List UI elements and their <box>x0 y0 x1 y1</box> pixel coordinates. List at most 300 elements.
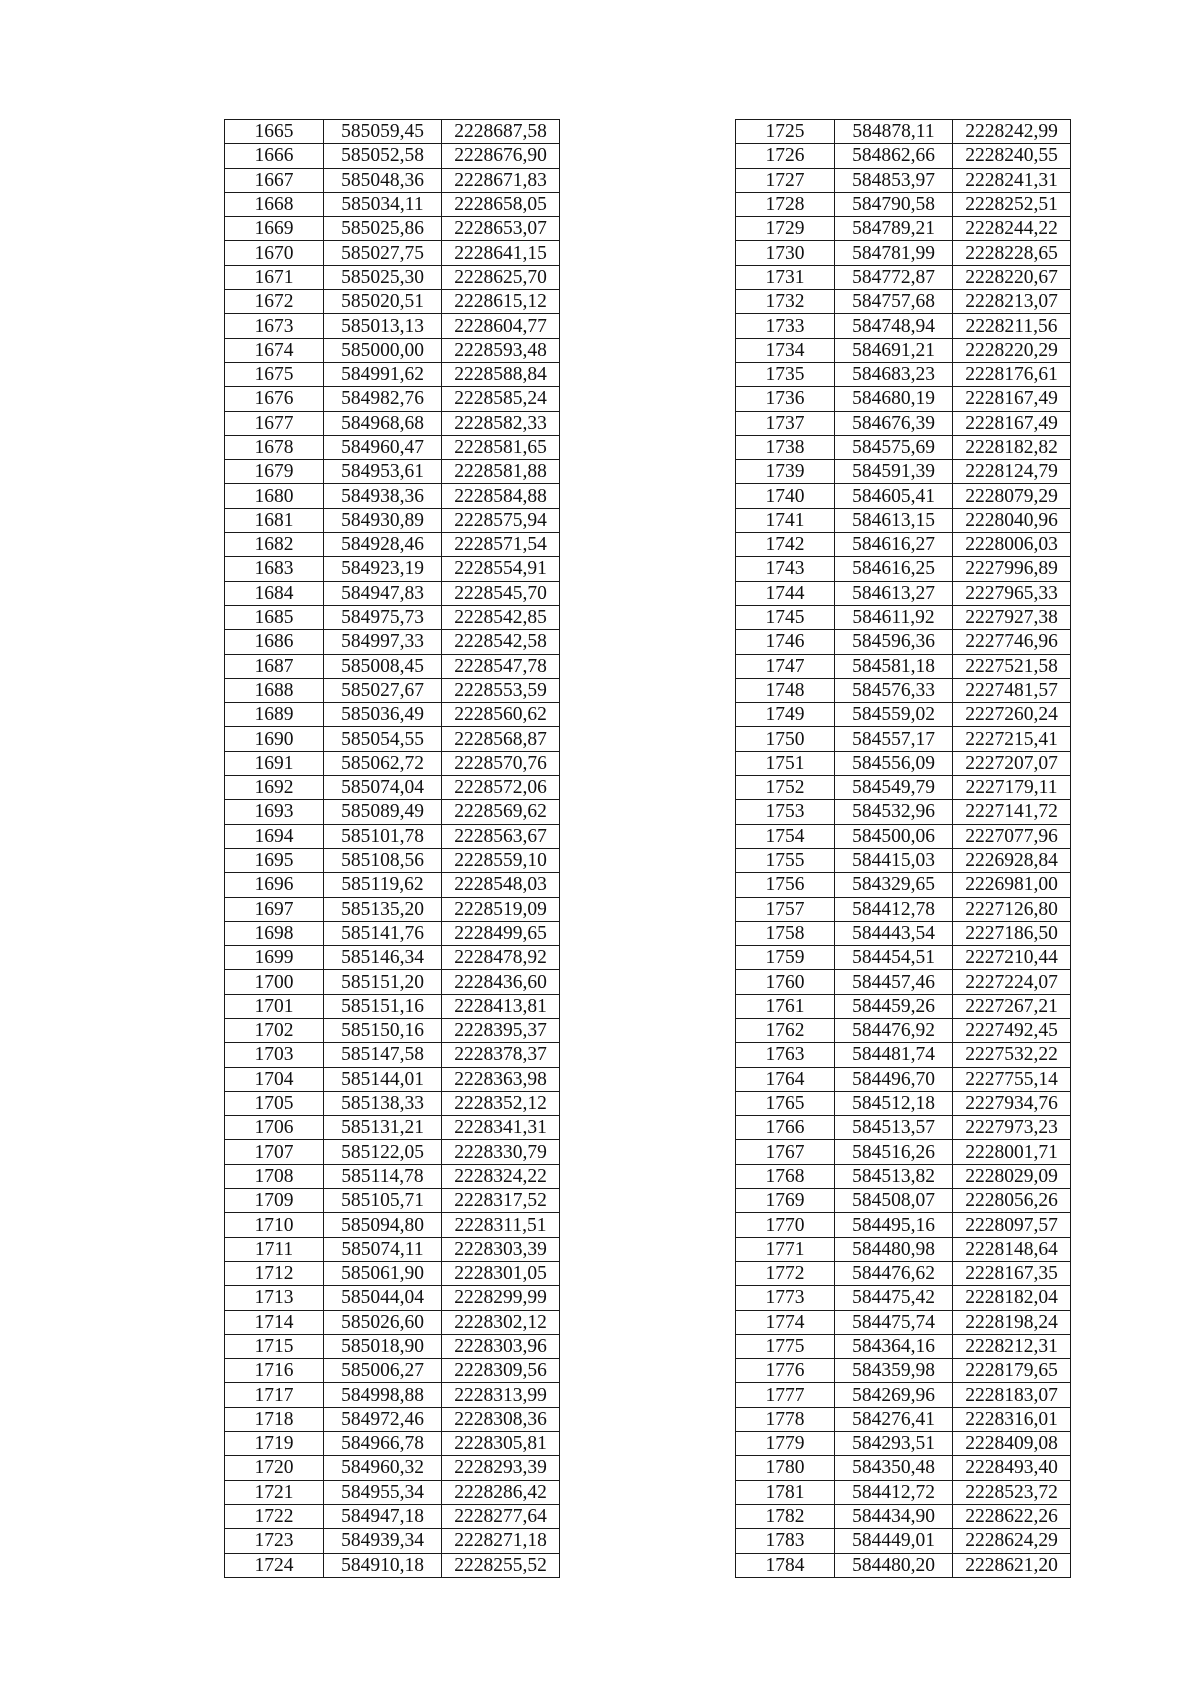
y-coordinate-cell: 2228311,51 <box>442 1213 560 1237</box>
y-coordinate-cell: 2228559,10 <box>442 848 560 872</box>
point-number-cell: 1745 <box>736 605 835 629</box>
x-coordinate-cell: 585036,49 <box>324 703 442 727</box>
x-coordinate-cell: 584476,92 <box>835 1018 953 1042</box>
y-coordinate-cell: 2228182,82 <box>953 435 1071 459</box>
y-coordinate-cell: 2228542,85 <box>442 605 560 629</box>
x-coordinate-cell: 585151,20 <box>324 970 442 994</box>
point-number-cell: 1773 <box>736 1286 835 1310</box>
x-coordinate-cell: 585059,45 <box>324 120 442 144</box>
point-number-cell: 1736 <box>736 387 835 411</box>
x-coordinate-cell: 584968,68 <box>324 411 442 435</box>
point-number-cell: 1720 <box>225 1456 324 1480</box>
table-row <box>225 1529 560 1553</box>
table-row <box>225 435 560 459</box>
table-row <box>736 1529 1071 1553</box>
table-row <box>736 1116 1071 1140</box>
table-row <box>736 970 1071 994</box>
x-coordinate-cell: 584475,74 <box>835 1310 953 1334</box>
point-number-cell: 1699 <box>225 946 324 970</box>
x-coordinate-cell: 585131,21 <box>324 1116 442 1140</box>
table-row <box>736 1043 1071 1067</box>
x-coordinate-cell: 584613,15 <box>835 508 953 532</box>
y-coordinate-cell: 2228211,56 <box>953 314 1071 338</box>
x-coordinate-cell: 584475,42 <box>835 1286 953 1310</box>
point-number-cell: 1684 <box>225 581 324 605</box>
point-number-cell: 1723 <box>225 1529 324 1553</box>
y-coordinate-cell: 2228006,03 <box>953 533 1071 557</box>
table-row <box>736 1164 1071 1188</box>
point-number-cell: 1734 <box>736 338 835 362</box>
point-number-cell: 1690 <box>225 727 324 751</box>
point-number-cell: 1740 <box>736 484 835 508</box>
point-number-cell: 1784 <box>736 1553 835 1577</box>
x-coordinate-cell: 584611,92 <box>835 605 953 629</box>
y-coordinate-cell: 2228301,05 <box>442 1261 560 1285</box>
x-coordinate-cell: 585108,56 <box>324 848 442 872</box>
x-coordinate-cell: 584549,79 <box>835 776 953 800</box>
table-row <box>225 338 560 362</box>
y-coordinate-cell: 2228213,07 <box>953 290 1071 314</box>
point-number-cell: 1752 <box>736 776 835 800</box>
y-coordinate-cell: 2228478,92 <box>442 946 560 970</box>
y-coordinate-cell: 2228240,55 <box>953 144 1071 168</box>
table-row <box>736 1018 1071 1042</box>
table-row <box>225 508 560 532</box>
table-row <box>225 946 560 970</box>
table-row <box>736 678 1071 702</box>
y-coordinate-cell: 2227210,44 <box>953 946 1071 970</box>
x-coordinate-cell: 584955,34 <box>324 1480 442 1504</box>
table-row <box>225 751 560 775</box>
table-row <box>736 727 1071 751</box>
point-number-cell: 1686 <box>225 630 324 654</box>
x-coordinate-cell: 585147,58 <box>324 1043 442 1067</box>
y-coordinate-cell: 2227973,23 <box>953 1116 1071 1140</box>
y-coordinate-cell: 2228271,18 <box>442 1529 560 1553</box>
table-row <box>225 921 560 945</box>
point-number-cell: 1680 <box>225 484 324 508</box>
point-number-cell: 1751 <box>736 751 835 775</box>
y-coordinate-cell: 2226981,00 <box>953 873 1071 897</box>
table-row <box>736 1504 1071 1528</box>
y-coordinate-cell: 2228252,51 <box>953 192 1071 216</box>
point-number-cell: 1673 <box>225 314 324 338</box>
x-coordinate-cell: 584412,78 <box>835 897 953 921</box>
x-coordinate-cell: 584557,17 <box>835 727 953 751</box>
table-row <box>225 290 560 314</box>
y-coordinate-cell: 2228413,81 <box>442 994 560 1018</box>
y-coordinate-cell: 2227224,07 <box>953 970 1071 994</box>
table-row <box>736 557 1071 581</box>
y-coordinate-cell: 2228303,96 <box>442 1334 560 1358</box>
coordinate-table-right <box>735 119 1071 1578</box>
x-coordinate-cell: 584293,51 <box>835 1432 953 1456</box>
point-number-cell: 1705 <box>225 1091 324 1115</box>
x-coordinate-cell: 585135,20 <box>324 897 442 921</box>
x-coordinate-cell: 584576,33 <box>835 678 953 702</box>
y-coordinate-cell: 2228179,65 <box>953 1359 1071 1383</box>
table-row <box>225 581 560 605</box>
y-coordinate-cell: 2228176,61 <box>953 362 1071 386</box>
table-row <box>736 484 1071 508</box>
y-coordinate-cell: 2228572,06 <box>442 776 560 800</box>
x-coordinate-cell: 585027,67 <box>324 678 442 702</box>
table-row <box>736 508 1071 532</box>
table-row <box>736 265 1071 289</box>
table-row <box>736 387 1071 411</box>
point-number-cell: 1682 <box>225 533 324 557</box>
y-coordinate-cell: 2228624,29 <box>953 1529 1071 1553</box>
x-coordinate-cell: 584500,06 <box>835 824 953 848</box>
y-coordinate-cell: 2228582,33 <box>442 411 560 435</box>
x-coordinate-cell: 585054,55 <box>324 727 442 751</box>
table-row <box>225 1432 560 1456</box>
x-coordinate-cell: 585044,04 <box>324 1286 442 1310</box>
table-row <box>225 120 560 144</box>
y-coordinate-cell: 2228604,77 <box>442 314 560 338</box>
y-coordinate-cell: 2227207,07 <box>953 751 1071 775</box>
y-coordinate-cell: 2228313,99 <box>442 1383 560 1407</box>
table-row <box>225 970 560 994</box>
x-coordinate-cell: 585048,36 <box>324 168 442 192</box>
point-number-cell: 1689 <box>225 703 324 727</box>
x-coordinate-cell: 584982,76 <box>324 387 442 411</box>
table-row <box>736 192 1071 216</box>
x-coordinate-cell: 584960,47 <box>324 435 442 459</box>
x-coordinate-cell: 584997,33 <box>324 630 442 654</box>
y-coordinate-cell: 2227186,50 <box>953 921 1071 945</box>
point-number-cell: 1760 <box>736 970 835 994</box>
x-coordinate-cell: 584596,36 <box>835 630 953 654</box>
y-coordinate-cell: 2228569,62 <box>442 800 560 824</box>
table-row <box>736 897 1071 921</box>
y-coordinate-cell: 2228593,48 <box>442 338 560 362</box>
point-number-cell: 1746 <box>736 630 835 654</box>
point-number-cell: 1688 <box>225 678 324 702</box>
y-coordinate-cell: 2228581,65 <box>442 435 560 459</box>
y-coordinate-cell: 2228148,64 <box>953 1237 1071 1261</box>
coordinate-table-left <box>224 119 560 1578</box>
x-coordinate-cell: 585089,49 <box>324 800 442 824</box>
table-row <box>225 800 560 824</box>
x-coordinate-cell: 584605,41 <box>835 484 953 508</box>
table-row <box>736 630 1071 654</box>
point-number-cell: 1771 <box>736 1237 835 1261</box>
y-coordinate-cell: 2228220,67 <box>953 265 1071 289</box>
x-coordinate-cell: 584683,23 <box>835 362 953 386</box>
y-coordinate-cell: 2228545,70 <box>442 581 560 605</box>
point-number-cell: 1728 <box>736 192 835 216</box>
x-coordinate-cell: 585008,45 <box>324 654 442 678</box>
table-row <box>225 1140 560 1164</box>
point-number-cell: 1743 <box>736 557 835 581</box>
x-coordinate-cell: 584781,99 <box>835 241 953 265</box>
y-coordinate-cell: 2228687,58 <box>442 120 560 144</box>
table-row <box>736 1286 1071 1310</box>
table-row <box>225 1237 560 1261</box>
x-coordinate-cell: 584966,78 <box>324 1432 442 1456</box>
y-coordinate-cell: 2227260,24 <box>953 703 1071 727</box>
table-row <box>736 800 1071 824</box>
table-row <box>736 654 1071 678</box>
y-coordinate-cell: 2228029,09 <box>953 1164 1071 1188</box>
point-number-cell: 1727 <box>736 168 835 192</box>
y-coordinate-cell: 2228658,05 <box>442 192 560 216</box>
y-coordinate-cell: 2228622,26 <box>953 1504 1071 1528</box>
table-row <box>225 1383 560 1407</box>
point-number-cell: 1693 <box>225 800 324 824</box>
y-coordinate-cell: 2227934,76 <box>953 1091 1071 1115</box>
y-coordinate-cell: 2228621,20 <box>953 1553 1071 1577</box>
point-number-cell: 1714 <box>225 1310 324 1334</box>
x-coordinate-cell: 585151,16 <box>324 994 442 1018</box>
point-number-cell: 1704 <box>225 1067 324 1091</box>
y-coordinate-cell: 2228653,07 <box>442 217 560 241</box>
y-coordinate-cell: 2228563,67 <box>442 824 560 848</box>
x-coordinate-cell: 584449,01 <box>835 1529 953 1553</box>
x-coordinate-cell: 585027,75 <box>324 241 442 265</box>
x-coordinate-cell: 584364,16 <box>835 1334 953 1358</box>
table-row <box>225 265 560 289</box>
table-row <box>225 678 560 702</box>
x-coordinate-cell: 584939,34 <box>324 1529 442 1553</box>
table-row <box>225 1480 560 1504</box>
x-coordinate-cell: 584513,82 <box>835 1164 953 1188</box>
table-row <box>736 1480 1071 1504</box>
table-row <box>736 1383 1071 1407</box>
point-number-cell: 1687 <box>225 654 324 678</box>
y-coordinate-cell: 2228167,49 <box>953 387 1071 411</box>
x-coordinate-cell: 584496,70 <box>835 1067 953 1091</box>
y-coordinate-cell: 2228277,64 <box>442 1504 560 1528</box>
table-row <box>225 1067 560 1091</box>
table-row <box>225 484 560 508</box>
y-coordinate-cell: 2228493,40 <box>953 1456 1071 1480</box>
x-coordinate-cell: 585122,05 <box>324 1140 442 1164</box>
x-coordinate-cell: 585114,78 <box>324 1164 442 1188</box>
point-number-cell: 1718 <box>225 1407 324 1431</box>
x-coordinate-cell: 584269,96 <box>835 1383 953 1407</box>
x-coordinate-cell: 584613,27 <box>835 581 953 605</box>
x-coordinate-cell: 585061,90 <box>324 1261 442 1285</box>
y-coordinate-cell: 2228542,58 <box>442 630 560 654</box>
y-coordinate-cell: 2228303,39 <box>442 1237 560 1261</box>
table-row <box>225 824 560 848</box>
table-row <box>736 1237 1071 1261</box>
x-coordinate-cell: 584581,18 <box>835 654 953 678</box>
point-number-cell: 1783 <box>736 1529 835 1553</box>
table-row <box>225 654 560 678</box>
point-number-cell: 1747 <box>736 654 835 678</box>
x-coordinate-cell: 584457,46 <box>835 970 953 994</box>
x-coordinate-cell: 584459,26 <box>835 994 953 1018</box>
table-row <box>736 144 1071 168</box>
x-coordinate-cell: 585020,51 <box>324 290 442 314</box>
y-coordinate-cell: 2228560,62 <box>442 703 560 727</box>
x-coordinate-cell: 584938,36 <box>324 484 442 508</box>
y-coordinate-cell: 2228241,31 <box>953 168 1071 192</box>
table-row <box>225 1189 560 1213</box>
y-coordinate-cell: 2228519,09 <box>442 897 560 921</box>
table-row <box>225 460 560 484</box>
x-coordinate-cell: 584443,54 <box>835 921 953 945</box>
table-row <box>736 824 1071 848</box>
x-coordinate-cell: 585150,16 <box>324 1018 442 1042</box>
x-coordinate-cell: 585026,60 <box>324 1310 442 1334</box>
y-coordinate-cell: 2228255,52 <box>442 1553 560 1577</box>
y-coordinate-cell: 2228056,26 <box>953 1189 1071 1213</box>
table-row <box>225 557 560 581</box>
y-coordinate-cell: 2228571,54 <box>442 533 560 557</box>
table-row <box>225 776 560 800</box>
y-coordinate-cell: 2228523,72 <box>953 1480 1071 1504</box>
point-number-cell: 1677 <box>225 411 324 435</box>
table-row <box>225 1286 560 1310</box>
y-coordinate-cell: 2228299,99 <box>442 1286 560 1310</box>
x-coordinate-cell: 585025,86 <box>324 217 442 241</box>
point-number-cell: 1767 <box>736 1140 835 1164</box>
point-number-cell: 1750 <box>736 727 835 751</box>
y-coordinate-cell: 2228244,22 <box>953 217 1071 241</box>
table-row <box>736 1067 1071 1091</box>
x-coordinate-cell: 584862,66 <box>835 144 953 168</box>
table-row <box>736 362 1071 386</box>
point-number-cell: 1730 <box>736 241 835 265</box>
point-number-cell: 1721 <box>225 1480 324 1504</box>
point-number-cell: 1694 <box>225 824 324 848</box>
x-coordinate-cell: 584532,96 <box>835 800 953 824</box>
x-coordinate-cell: 584591,39 <box>835 460 953 484</box>
point-number-cell: 1739 <box>736 460 835 484</box>
table-row <box>225 411 560 435</box>
y-coordinate-cell: 2228554,91 <box>442 557 560 581</box>
table-row <box>225 848 560 872</box>
y-coordinate-cell: 2228395,37 <box>442 1018 560 1042</box>
table-row <box>736 921 1071 945</box>
point-number-cell: 1776 <box>736 1359 835 1383</box>
point-number-cell: 1733 <box>736 314 835 338</box>
x-coordinate-cell: 585138,33 <box>324 1091 442 1115</box>
y-coordinate-cell: 2227521,58 <box>953 654 1071 678</box>
table-row <box>225 994 560 1018</box>
x-coordinate-cell: 585013,13 <box>324 314 442 338</box>
table-row <box>225 217 560 241</box>
table-row <box>736 1140 1071 1164</box>
y-coordinate-cell: 2228167,35 <box>953 1261 1071 1285</box>
point-number-cell: 1683 <box>225 557 324 581</box>
table-row <box>736 1310 1071 1334</box>
x-coordinate-cell: 584276,41 <box>835 1407 953 1431</box>
point-number-cell: 1742 <box>736 533 835 557</box>
table-row <box>736 1456 1071 1480</box>
x-coordinate-cell: 584516,26 <box>835 1140 953 1164</box>
x-coordinate-cell: 584853,97 <box>835 168 953 192</box>
point-number-cell: 1765 <box>736 1091 835 1115</box>
x-coordinate-cell: 584998,88 <box>324 1383 442 1407</box>
x-coordinate-cell: 584878,11 <box>835 120 953 144</box>
x-coordinate-cell: 584508,07 <box>835 1189 953 1213</box>
x-coordinate-cell: 585018,90 <box>324 1334 442 1358</box>
point-number-cell: 1674 <box>225 338 324 362</box>
point-number-cell: 1763 <box>736 1043 835 1067</box>
y-coordinate-cell: 2228615,12 <box>442 290 560 314</box>
x-coordinate-cell: 585074,11 <box>324 1237 442 1261</box>
y-coordinate-cell: 2228499,65 <box>442 921 560 945</box>
y-coordinate-cell: 2228378,37 <box>442 1043 560 1067</box>
y-coordinate-cell: 2228124,79 <box>953 460 1071 484</box>
table-row <box>225 241 560 265</box>
y-coordinate-cell: 2228671,83 <box>442 168 560 192</box>
x-coordinate-cell: 584790,58 <box>835 192 953 216</box>
table-row <box>736 435 1071 459</box>
point-number-cell: 1774 <box>736 1310 835 1334</box>
point-number-cell: 1672 <box>225 290 324 314</box>
point-number-cell: 1762 <box>736 1018 835 1042</box>
point-number-cell: 1671 <box>225 265 324 289</box>
point-number-cell: 1741 <box>736 508 835 532</box>
point-number-cell: 1726 <box>736 144 835 168</box>
table-row <box>736 533 1071 557</box>
y-coordinate-cell: 2228302,12 <box>442 1310 560 1334</box>
x-coordinate-cell: 584415,03 <box>835 848 953 872</box>
x-coordinate-cell: 584616,27 <box>835 533 953 557</box>
table-row <box>225 1359 560 1383</box>
point-number-cell: 1761 <box>736 994 835 1018</box>
point-number-cell: 1710 <box>225 1213 324 1237</box>
x-coordinate-cell: 584350,48 <box>835 1456 953 1480</box>
table-row <box>225 1504 560 1528</box>
x-coordinate-cell: 584359,98 <box>835 1359 953 1383</box>
y-coordinate-cell: 2228575,94 <box>442 508 560 532</box>
y-coordinate-cell: 2227215,41 <box>953 727 1071 751</box>
y-coordinate-cell: 2228588,84 <box>442 362 560 386</box>
point-number-cell: 1779 <box>736 1432 835 1456</box>
table-row <box>736 120 1071 144</box>
point-number-cell: 1697 <box>225 897 324 921</box>
point-number-cell: 1703 <box>225 1043 324 1067</box>
y-coordinate-cell: 2227126,80 <box>953 897 1071 921</box>
x-coordinate-cell: 585034,11 <box>324 192 442 216</box>
x-coordinate-cell: 584947,18 <box>324 1504 442 1528</box>
y-coordinate-cell: 2228316,01 <box>953 1407 1071 1431</box>
table-row <box>225 314 560 338</box>
point-number-cell: 1766 <box>736 1116 835 1140</box>
x-coordinate-cell: 584930,89 <box>324 508 442 532</box>
y-coordinate-cell: 2228220,29 <box>953 338 1071 362</box>
table-row <box>736 460 1071 484</box>
point-number-cell: 1692 <box>225 776 324 800</box>
point-number-cell: 1758 <box>736 921 835 945</box>
point-number-cell: 1700 <box>225 970 324 994</box>
y-coordinate-cell: 2228183,07 <box>953 1383 1071 1407</box>
table-row <box>736 848 1071 872</box>
point-number-cell: 1665 <box>225 120 324 144</box>
y-coordinate-cell: 2228585,24 <box>442 387 560 411</box>
y-coordinate-cell: 2228198,24 <box>953 1310 1071 1334</box>
point-number-cell: 1778 <box>736 1407 835 1431</box>
table-row <box>736 1553 1071 1577</box>
point-number-cell: 1764 <box>736 1067 835 1091</box>
table-row <box>736 1091 1071 1115</box>
point-number-cell: 1712 <box>225 1261 324 1285</box>
point-number-cell: 1695 <box>225 848 324 872</box>
point-number-cell: 1713 <box>225 1286 324 1310</box>
x-coordinate-cell: 584972,46 <box>324 1407 442 1431</box>
point-number-cell: 1670 <box>225 241 324 265</box>
point-number-cell: 1716 <box>225 1359 324 1383</box>
y-coordinate-cell: 2227267,21 <box>953 994 1071 1018</box>
table-row <box>736 1213 1071 1237</box>
